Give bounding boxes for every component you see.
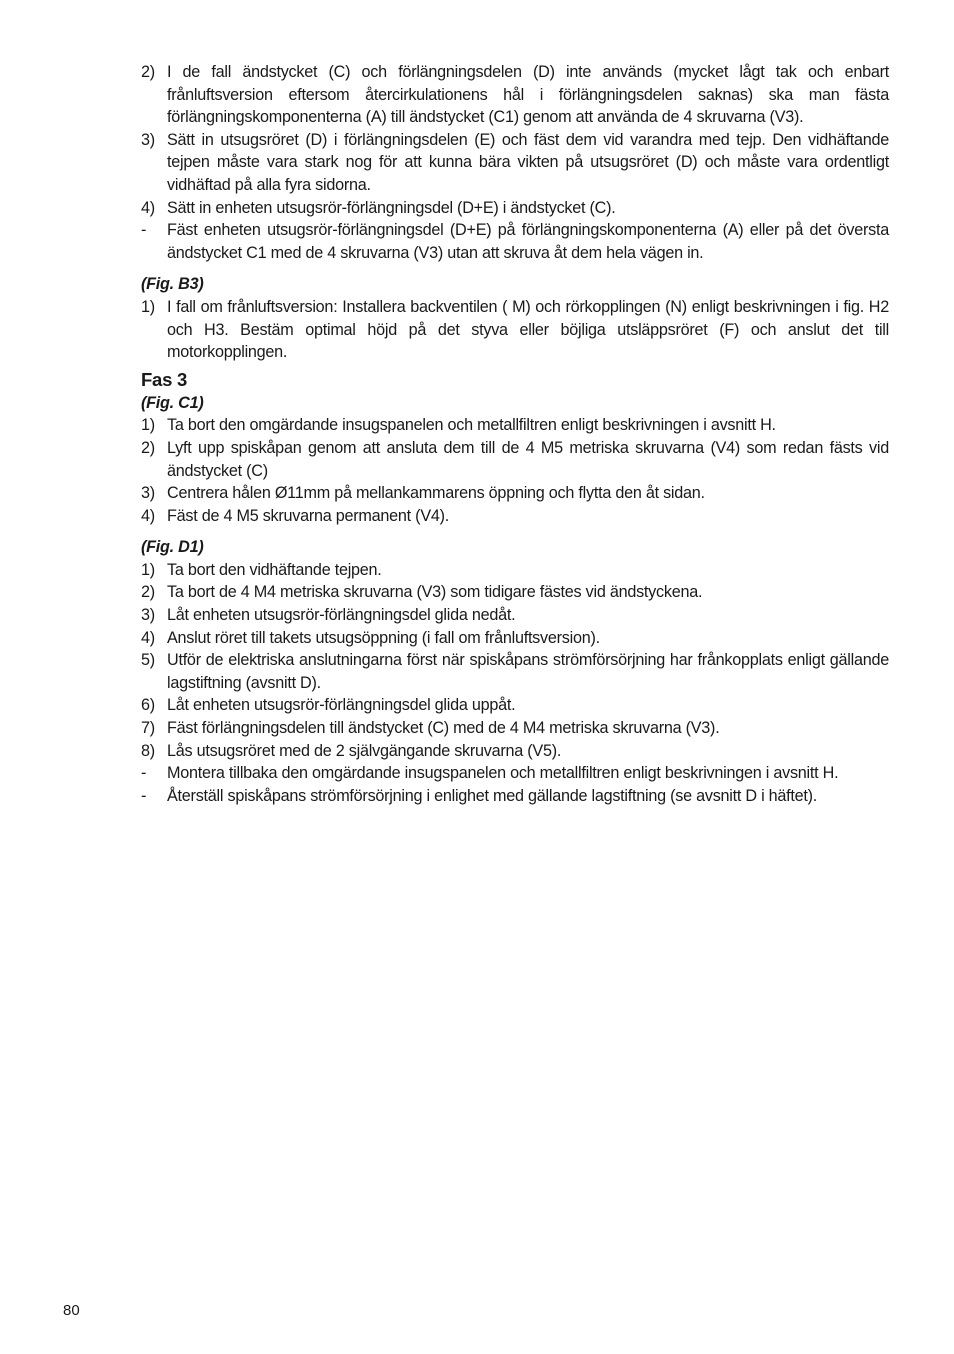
list-item-text: Utför de elektriska anslutningarna först när spiskåpans strömförsörjning har frånkopplats enligt gällande lagstiftning (avsnitt D). xyxy=(167,651,889,692)
list-item-text: Ta bort den vidhäftande tejpen. xyxy=(167,560,382,579)
list-item xyxy=(141,785,889,808)
list-item-text: I de fall ändstycket (C) och förlängningsdelen (D) inte används (mycket lågt tak och enbart frånluftsversion eftersom återcirkulationens hål i förlängningsdelen saknas) ska man fästa förlängningskomponenterna (A) till ändstycket (C1) genom att använda de 4 skruvarna (V3). xyxy=(167,63,889,127)
section-fig-b3 xyxy=(141,273,889,363)
list-item xyxy=(141,61,889,129)
list-item xyxy=(141,482,889,505)
list-item-text: Ta bort de 4 M4 metriska skruvarna (V3) som tidigare fästes vid ändstyckena. xyxy=(167,583,703,602)
list-item-marker: - xyxy=(141,786,147,805)
section-heading: Fas 3 xyxy=(141,368,188,390)
list-item-marker: 6) xyxy=(141,696,155,715)
list-item xyxy=(141,740,889,763)
list-item-marker: 7) xyxy=(141,719,155,738)
list-item-marker: 1) xyxy=(141,560,155,579)
list-item-marker: 3) xyxy=(141,130,155,149)
section-continuation xyxy=(141,61,889,264)
list-item-text: Montera tillbaka den omgärdande insugspanelen och metallfiltren enligt beskrivningen i avsnitt H. xyxy=(167,764,839,783)
list-item xyxy=(141,581,889,604)
list-item xyxy=(141,219,889,264)
figure-reference: (Fig. D1) xyxy=(141,538,204,557)
page-content xyxy=(141,61,889,807)
list-item-text: Lås utsugsröret med de 2 självgängande skruvarna (V5). xyxy=(167,741,562,760)
list-item-marker: 4) xyxy=(141,628,155,647)
list-item-marker: 8) xyxy=(141,741,155,760)
list-item-marker: - xyxy=(141,221,147,240)
list-item xyxy=(141,627,889,650)
list-item-marker: - xyxy=(141,764,147,783)
list-item xyxy=(141,649,889,694)
list-item-marker: 1) xyxy=(141,297,155,316)
list-item-marker: 1) xyxy=(141,416,155,435)
list-item xyxy=(141,694,889,717)
list-item xyxy=(141,559,889,582)
list-item-text: Anslut röret till takets utsugsöppning (i fall om frånluftsversion). xyxy=(167,628,600,647)
list-item xyxy=(141,717,889,740)
list-item-marker: 4) xyxy=(141,506,155,525)
list-item-text: Lyft upp spiskåpan genom att ansluta dem till de 4 M5 metriska skruvarna (V4) som redan fästs vid ändstycket (C) xyxy=(167,438,889,480)
page-number: 80 xyxy=(63,1302,80,1319)
list-item-text: I fall om frånluftsversion: Installera backventilen ( M) och rörkopplingen (N) enligt beskrivningen i fig. H2 och H3. Bestäm optimal höjd på det styva eller böjliga utsläppsröret (F) och anslut det till motorkopplingen. xyxy=(167,297,889,362)
list-item-marker: 2) xyxy=(141,583,155,602)
list-item xyxy=(141,414,889,437)
figure-reference: (Fig. B3) xyxy=(141,275,204,294)
list-item-marker: 2) xyxy=(141,63,155,81)
list-item-text: Ta bort den omgärdande insugspanelen och metallfiltren enligt beskrivningen i avsnitt H. xyxy=(167,416,776,435)
list-item-text: Återställ spiskåpans strömförsörjning i enlighet med gällande lagstiftning (se avsnitt D i häftet). xyxy=(167,786,818,805)
list-item xyxy=(141,129,889,197)
list-item-text: Låt enheten utsugsrör-förlängningsdel glida nedåt. xyxy=(167,606,516,625)
list-item-marker: 4) xyxy=(141,198,155,217)
list-item-text: Sätt in enheten utsugsrör-förlängningsdel (D+E) i ändstycket (C). xyxy=(167,198,616,217)
figure-reference: (Fig. C1) xyxy=(141,393,204,412)
section-fig-d1 xyxy=(141,536,889,807)
list-item xyxy=(141,604,889,627)
list-item xyxy=(141,762,889,785)
list-item-marker: 3) xyxy=(141,606,155,625)
list-item-marker: 3) xyxy=(141,484,155,503)
list-item-text: Fäst enheten utsugsrör-förlängningsdel (D+E) på förlängningskomponenterna (A) eller på det översta ändstycket C1 med de 4 skruvarna (V3) utan att skruva åt dem hela vägen in. xyxy=(167,221,889,262)
list-item-marker: 5) xyxy=(141,651,155,670)
list-item xyxy=(141,437,889,482)
list-item-text: Låt enheten utsugsrör-förlängningsdel glida uppåt. xyxy=(167,696,516,715)
list-item-text: Sätt in utsugsröret (D) i förlängningsdelen (E) och fäst dem vid varandra med tejp. Den vidhäftande tejpen måste vara stark nog för att kunna bära vikten på utsugsröret (D) och måste vara ordentligt vidhäftad på alla fyra sidorna. xyxy=(167,130,889,194)
list-item-text: Centrera hålen Ø11mm på mellankammarens öppning och flytta den åt sidan. xyxy=(167,484,705,503)
list-item-marker: 2) xyxy=(141,438,155,457)
section-fas-3 xyxy=(141,368,889,528)
list-item-text: Fäst förlängningsdelen till ändstycket (C) med de 4 M4 metriska skruvarna (V3). xyxy=(167,719,720,738)
list-item-text: Fäst de 4 M5 skruvarna permanent (V4). xyxy=(167,506,450,525)
list-item xyxy=(141,505,889,528)
list-item xyxy=(141,197,889,220)
list-item xyxy=(141,296,889,364)
